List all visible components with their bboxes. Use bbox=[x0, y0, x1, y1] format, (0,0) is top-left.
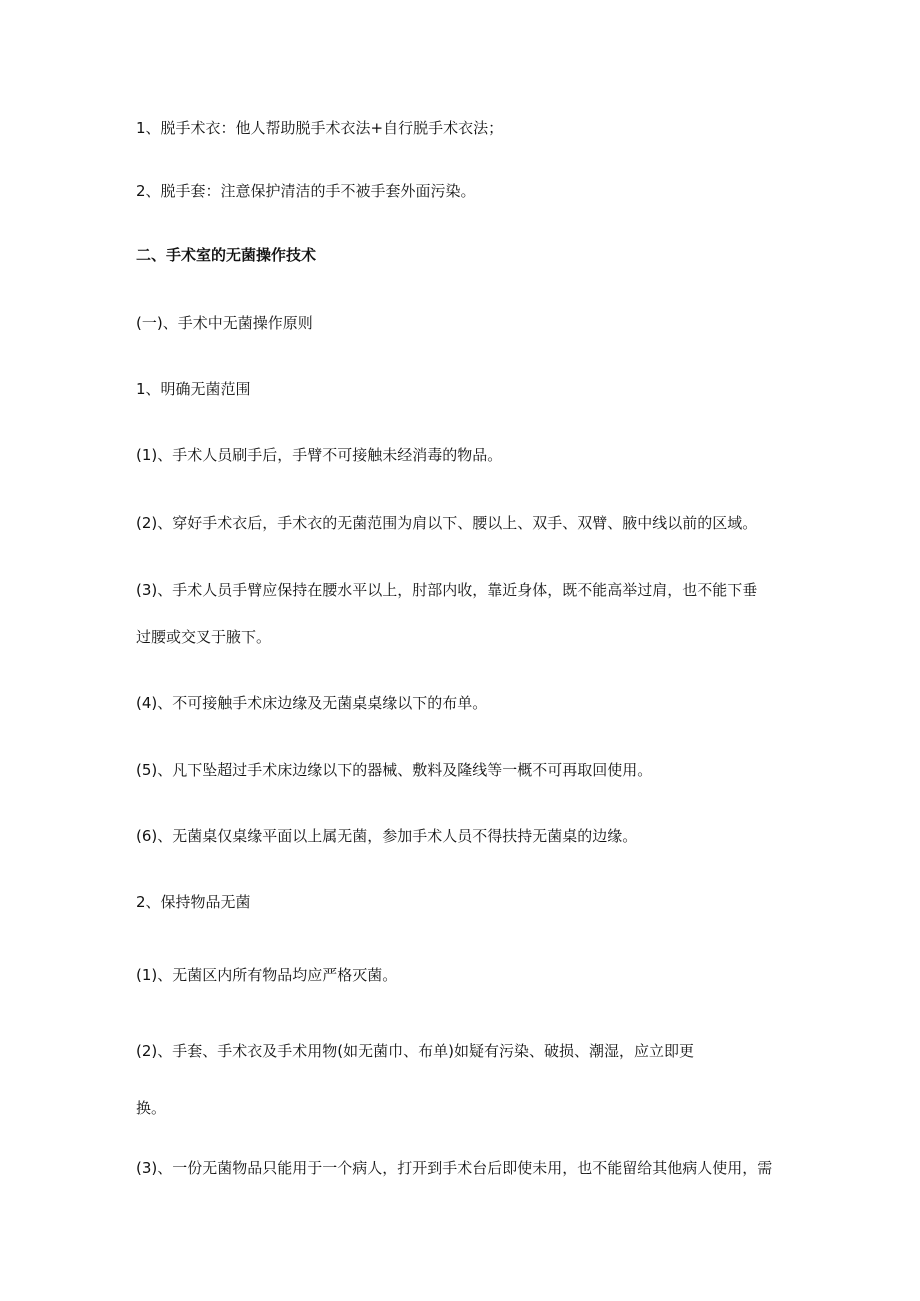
list-item: (2)、穿好手术衣后，手术衣的无菌范围为肩以下、腰以上、双手、双臂、腋中线以前的区域。 bbox=[136, 514, 758, 532]
list-item: (1)、手术人员刷手后，手臂不可接触未经消毒的物品。 bbox=[136, 446, 503, 464]
list-item-continuation: 换。 bbox=[136, 1099, 167, 1117]
list-item: (2)、手套、手术衣及手术用物(如无菌巾、布单)如疑有污染、破损、潮湿，应立即更 bbox=[136, 1042, 694, 1060]
list-item-continuation: 过腰或交叉于腋下。 bbox=[136, 628, 272, 646]
paragraph-glove-removal: 2、脱手套：注意保护清洁的手不被手套外面污染。 bbox=[136, 182, 476, 200]
paragraph-gown-removal: 1、脱手术衣：他人帮助脱手术衣法+自行脱手术衣法； bbox=[136, 119, 504, 137]
list-item: (5)、凡下坠超过手术床边缘以下的器械、敷料及隆线等一概不可再取回使用。 bbox=[136, 761, 653, 779]
item-heading-keep-sterile: 2、保持物品无菌 bbox=[136, 893, 251, 911]
section-heading: 二、手术室的无菌操作技术 bbox=[136, 246, 317, 264]
list-item: (4)、不可接触手术床边缘及无菌桌桌缘以下的布单。 bbox=[136, 694, 488, 712]
subsection-heading: (一)、手术中无菌操作原则 bbox=[136, 314, 313, 332]
list-item: (1)、无菌区内所有物品均应严格灭菌。 bbox=[136, 966, 398, 984]
list-item: (3)、一份无菌物品只能用于一个病人，打开到手术台后即使未用，也不能留给其他病人使用，需 bbox=[136, 1159, 773, 1177]
list-item: (3)、手术人员手臂应保持在腰水平以上，肘部内收，靠近身体，既不能高举过肩，也不能下垂 bbox=[136, 581, 758, 599]
item-heading-sterile-range: 1、明确无菌范围 bbox=[136, 380, 251, 398]
list-item: (6)、无菌桌仅桌缘平面以上属无菌，参加手术人员不得扶持无菌桌的边缘。 bbox=[136, 827, 638, 845]
